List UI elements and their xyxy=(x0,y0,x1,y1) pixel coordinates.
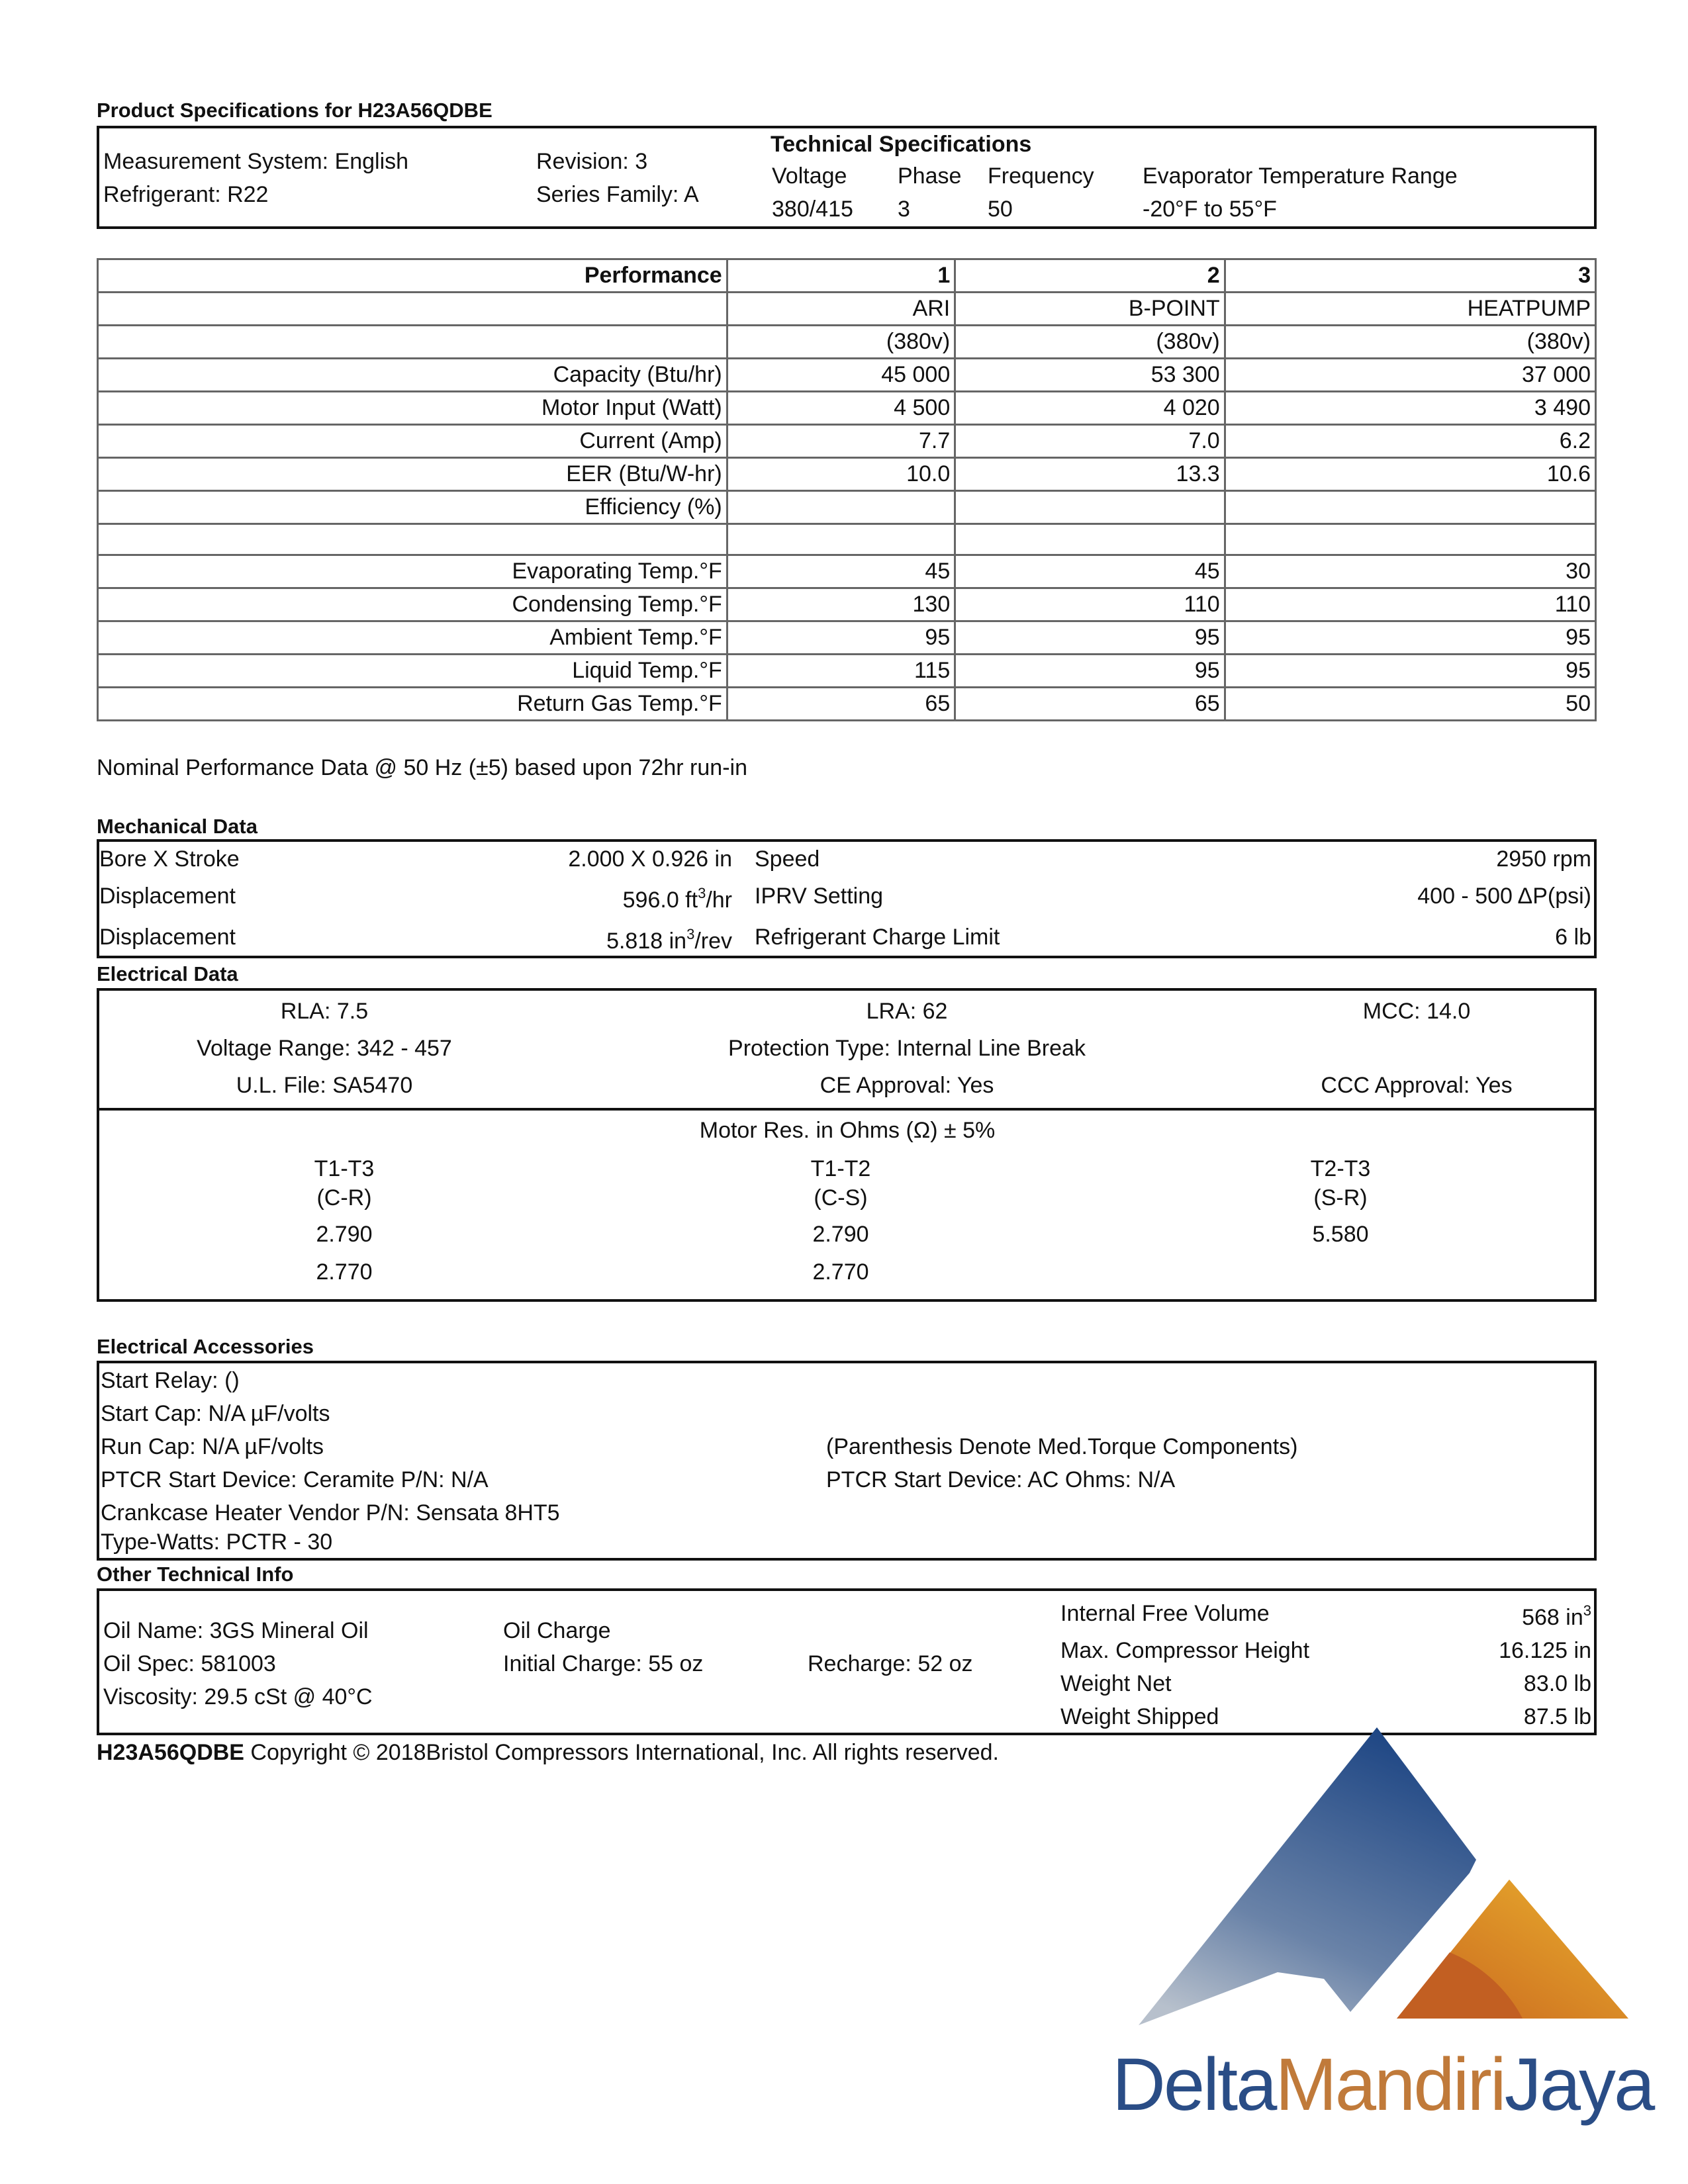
table-cell: (380v) xyxy=(727,326,955,359)
ccc-approval: CCC Approval: Yes xyxy=(1321,1073,1513,1098)
table-cell xyxy=(1225,491,1595,524)
crankcase-heater: Crankcase Heater Vendor P/N: Sensata 8HT5 xyxy=(101,1500,560,1525)
t2-t3-label: T2-T3 xyxy=(1310,1156,1371,1181)
table-cell: 110 xyxy=(955,588,1225,621)
table-row xyxy=(98,588,1596,621)
recharge: Recharge: 52 oz xyxy=(808,1651,973,1676)
logo-word-mandiri: Mandiri xyxy=(1275,2043,1505,2126)
t1-t3-value: 2.770 xyxy=(316,1259,373,1285)
table-header-cell: 1 xyxy=(727,259,955,293)
logo-mountain-graphic xyxy=(1125,1714,1628,2032)
other-title: Other Technical Info xyxy=(97,1563,294,1586)
table-row xyxy=(98,425,1596,458)
refrigerant: Refrigerant: R22 xyxy=(103,182,269,207)
iprv-label: IPRV Setting xyxy=(755,884,884,909)
table-row xyxy=(98,688,1596,721)
evap-range-value: -20°F to 55°F xyxy=(1143,197,1277,222)
table-cell xyxy=(955,491,1225,524)
table-row xyxy=(98,621,1596,655)
table-cell: 95 xyxy=(727,621,955,655)
performance-note: Nominal Performance Data @ 50 Hz (±5) based upon 72hr run-in xyxy=(97,755,747,780)
voltage-range: Voltage Range: 342 - 457 xyxy=(197,1036,452,1061)
table-cell: 37 000 xyxy=(1225,359,1595,392)
table-header-cell: Performance xyxy=(98,259,727,293)
table-cell: 65 xyxy=(955,688,1225,721)
table-cell: Liquid Temp.°F xyxy=(98,655,727,688)
table-cell: Return Gas Temp.°F xyxy=(98,688,727,721)
table-cell: 110 xyxy=(1225,588,1595,621)
table-row xyxy=(98,491,1596,524)
mechanical-title: Mechanical Data xyxy=(97,815,258,838)
t2-t3-sub: (S-R) xyxy=(1313,1185,1368,1210)
t1-t2-sub: (C-S) xyxy=(814,1185,868,1210)
table-cell: 95 xyxy=(1225,655,1595,688)
table-cell: (380v) xyxy=(955,326,1225,359)
displacement-value: 5.818 $in^3$/rev xyxy=(606,925,732,954)
frequency-label: Frequency xyxy=(988,163,1094,189)
table-header-cell: 2 xyxy=(955,259,1225,293)
table-row xyxy=(98,326,1596,359)
electrical-title: Electrical Data xyxy=(97,962,238,985)
ptcr-ac-ohms: PTCR Start Device: AC Ohms: N/A xyxy=(826,1467,1176,1492)
charge-limit-label: Refrigerant Charge Limit xyxy=(755,925,1000,950)
table-cell: HEATPUMP xyxy=(1225,293,1595,326)
table-cell: 10.0 xyxy=(727,458,955,491)
type-watts: Type-Watts: PCTR - 30 xyxy=(101,1529,333,1555)
t1-t3-value: 2.790 xyxy=(316,1222,373,1247)
table-row xyxy=(98,555,1596,588)
t1-t2-label: T1-T2 xyxy=(810,1156,871,1181)
electrical-divider xyxy=(97,1108,1597,1111)
table-row xyxy=(98,359,1596,392)
measurement-system: Measurement System: English xyxy=(103,149,409,174)
bore-label: Bore X Stroke xyxy=(99,846,240,872)
table-cell: 10.6 xyxy=(1225,458,1595,491)
table-cell: 45 000 xyxy=(727,359,955,392)
table-cell: Motor Input (Watt) xyxy=(98,392,727,425)
lra: LRA: 62 xyxy=(866,999,948,1024)
start-relay: Start Relay: () xyxy=(101,1368,240,1393)
table-row xyxy=(98,458,1596,491)
ifv-value: 568 $in^3$ xyxy=(1522,1602,1591,1630)
t1-t2-value: 2.790 xyxy=(812,1222,869,1247)
page-title: Product Specifications for H23A56QDBE xyxy=(97,99,492,122)
ul-file: U.L. File: SA5470 xyxy=(236,1073,413,1098)
table-cell: 6.2 xyxy=(1225,425,1595,458)
oil-name: Oil Name: 3GS Mineral Oil xyxy=(103,1618,369,1643)
height-value: 16.125 in xyxy=(1499,1638,1591,1663)
weight-net-label: Weight Net xyxy=(1060,1671,1172,1696)
iprv-value: 400 - 500 ΔP(psi) xyxy=(1417,884,1591,909)
table-cell: 50 xyxy=(1225,688,1595,721)
table-cell: Evaporating Temp.°F xyxy=(98,555,727,588)
protection-type: Protection Type: Internal Line Break xyxy=(728,1036,1086,1061)
table-cell xyxy=(955,524,1225,555)
run-cap: Run Cap: N/A µF/volts xyxy=(101,1434,324,1459)
table-cell: Capacity (Btu/hr) xyxy=(98,359,727,392)
table-cell: Efficiency (%) xyxy=(98,491,727,524)
t1-t2-value: 2.770 xyxy=(812,1259,869,1285)
t1-t3-sub: (C-R) xyxy=(316,1185,372,1210)
ce-approval: CE Approval: Yes xyxy=(820,1073,994,1098)
ifv-label: Internal Free Volume xyxy=(1060,1601,1270,1626)
phase-value: 3 xyxy=(898,197,910,222)
oil-spec: Oil Spec: 581003 xyxy=(103,1651,276,1676)
performance-table xyxy=(97,258,1597,721)
viscosity: Viscosity: 29.5 cSt @ 40°C xyxy=(103,1684,373,1709)
phase-label: Phase xyxy=(898,163,962,189)
table-cell: 95 xyxy=(955,621,1225,655)
voltage-value: 380/415 xyxy=(772,197,853,222)
ptcr-ceramite: PTCR Start Device: Ceramite P/N: N/A xyxy=(101,1467,489,1492)
start-cap: Start Cap: N/A µF/volts xyxy=(101,1401,330,1426)
motor-res-title: Motor Res. in Ohms (Ω) ± 5% xyxy=(699,1118,996,1143)
logo-word-delta: Delta xyxy=(1112,2043,1276,2126)
tech-spec-title: Technical Specifications xyxy=(771,132,1032,157)
table-cell: 7.7 xyxy=(727,425,955,458)
weight-net-value: 83.0 lb xyxy=(1523,1671,1591,1696)
table-header-cell: 3 xyxy=(1225,259,1595,293)
rla: RLA: 7.5 xyxy=(280,999,369,1024)
table-cell: 45 xyxy=(727,555,955,588)
initial-charge: Initial Charge: 55 oz xyxy=(503,1651,704,1676)
accessories-title: Electrical Accessories xyxy=(97,1335,314,1358)
mcc: MCC: 14.0 xyxy=(1362,999,1471,1024)
t2-t3-value: 5.580 xyxy=(1312,1222,1369,1247)
table-cell xyxy=(727,524,955,555)
table-cell xyxy=(98,524,727,555)
bore-value: 2.000 X 0.926 in xyxy=(568,846,732,872)
table-row xyxy=(98,524,1596,555)
table-cell: 45 xyxy=(955,555,1225,588)
parenthesis-note: (Parenthesis Denote Med.Torque Components) xyxy=(826,1434,1298,1459)
table-cell: 3 490 xyxy=(1225,392,1595,425)
displacement-label: Displacement xyxy=(99,925,236,950)
table-cell: Ambient Temp.°F xyxy=(98,621,727,655)
table-cell xyxy=(1225,524,1595,555)
table-cell: 130 xyxy=(727,588,955,621)
displacement-value: 596.0 $ft^3/hr$ xyxy=(622,884,732,913)
table-cell: 4 020 xyxy=(955,392,1225,425)
table-cell: 65 xyxy=(727,688,955,721)
t1-t3-label: T1-T3 xyxy=(314,1156,375,1181)
logo-blue-peak xyxy=(1139,1727,1476,2025)
table-cell: 7.0 xyxy=(955,425,1225,458)
table-cell: EER (Btu/W-hr) xyxy=(98,458,727,491)
table-cell: 95 xyxy=(1225,621,1595,655)
table-cell xyxy=(98,326,727,359)
weight-shipped-label: Weight Shipped xyxy=(1060,1704,1219,1729)
table-header-row xyxy=(98,259,1596,293)
table-cell xyxy=(727,491,955,524)
logo-text xyxy=(1112,2045,1653,2124)
footer-copyright: H23A56QDBE Copyright © 2018Bristol Compressors International, Inc. All rights reserved. xyxy=(97,1740,999,1765)
logo-word-jaya: Jaya xyxy=(1504,2043,1654,2126)
speed-label: Speed xyxy=(755,846,820,872)
series-family: Series Family: A xyxy=(536,182,699,207)
table-row xyxy=(98,392,1596,425)
revision: Revision: 3 xyxy=(536,149,648,174)
table-cell: 13.3 xyxy=(955,458,1225,491)
oil-charge: Oil Charge xyxy=(503,1618,611,1643)
table-cell: Current (Amp) xyxy=(98,425,727,458)
table-cell: 53 300 xyxy=(955,359,1225,392)
table-cell: 4 500 xyxy=(727,392,955,425)
weight-shipped-value: 87.5 lb xyxy=(1523,1704,1591,1729)
table-cell: ARI xyxy=(727,293,955,326)
table-cell: 115 xyxy=(727,655,955,688)
table-cell xyxy=(98,293,727,326)
table-row xyxy=(98,293,1596,326)
table-cell: 95 xyxy=(955,655,1225,688)
voltage-label: Voltage xyxy=(772,163,847,189)
height-label: Max. Compressor Height xyxy=(1060,1638,1310,1663)
charge-limit-value: 6 lb xyxy=(1555,925,1591,950)
speed-value: 2950 rpm xyxy=(1496,846,1591,872)
table-cell: 30 xyxy=(1225,555,1595,588)
table-cell: (380v) xyxy=(1225,326,1595,359)
frequency-value: 50 xyxy=(988,197,1013,222)
displacement-label: Displacement xyxy=(99,884,236,909)
table-row xyxy=(98,655,1596,688)
evap-range-label: Evaporator Temperature Range xyxy=(1143,163,1458,189)
table-cell: Condensing Temp.°F xyxy=(98,588,727,621)
table-cell: B-POINT xyxy=(955,293,1225,326)
